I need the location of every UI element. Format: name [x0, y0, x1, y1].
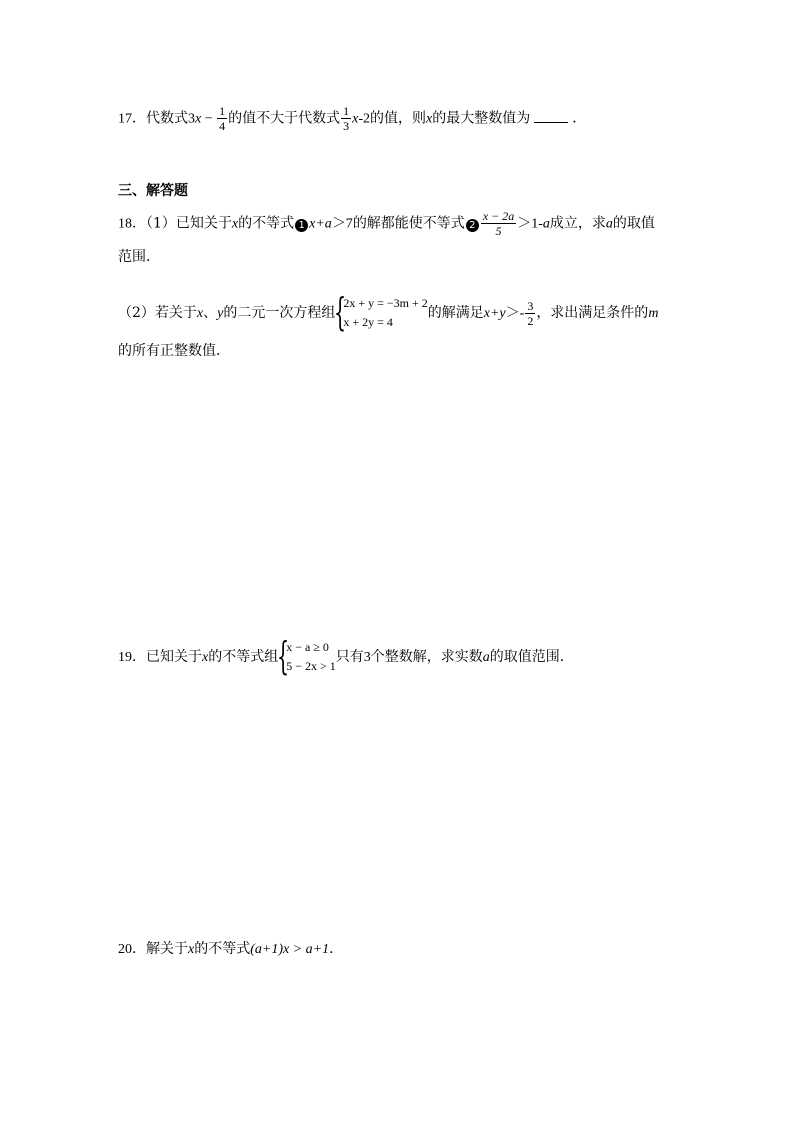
- question-18-part-1-cont: 范围．: [118, 249, 160, 265]
- fraction: $\frac{1}{4}$: [219, 104, 226, 133]
- equation-system: { 2x + y = −3m + 2 x + 2y = 4: [334, 290, 428, 334]
- question-number: 20．: [118, 942, 146, 957]
- question-text: 代数式: [146, 110, 188, 127]
- fraction: $\frac{3}{2}$: [527, 298, 534, 328]
- inequality-system: { x − a ≥ 0 5 − 2x > 1: [277, 634, 336, 678]
- question-number: 19．: [118, 650, 146, 665]
- question-18-part-2-cont: 的所有正整数值．: [118, 343, 230, 359]
- inequality-expression: (a+1)x > a+1: [250, 942, 330, 957]
- question-number: 17．: [118, 111, 146, 127]
- circled-number-2: 2: [466, 219, 479, 232]
- question-18-part-2: （2）若关于x、y的二元一次方程组 { 2x + y = −3m + 2 x + 2y = 4 的解满足x+y＞- $\frac{3}{2}$ ，求出满足条件的m: [118, 290, 659, 334]
- answer-blank[interactable]: [534, 108, 568, 123]
- question-17: 17．代数式3x − $\frac{1}{4}$ 的值不大于代数式 $\frac{1}{3}$ x-2的值，则x的最大整数值为 ．: [118, 104, 587, 133]
- question-number: 18．: [118, 216, 146, 232]
- fraction: $\frac{1}{3}$: [343, 104, 350, 133]
- question-19: 19．已知关于x的不等式组 { x − a ≥ 0 5 − 2x > 1 只有3个整数解，求实数a的取值范围．: [118, 634, 574, 678]
- circled-number-1: 1: [295, 219, 308, 232]
- section-heading: 三、解答题: [118, 183, 188, 199]
- question-18-part-1: 18．（1）已知关于x的不等式 1 x+a＞7的解都能使不等式 2 $\frac{x - 2a}{5}$ ＞1-a成立，求a的取值: [118, 209, 655, 238]
- question-20: 20．解关于x的不等式(a+1)x > a+1．: [118, 941, 344, 957]
- fraction: $\frac{x - 2a}{5}$: [482, 209, 515, 238]
